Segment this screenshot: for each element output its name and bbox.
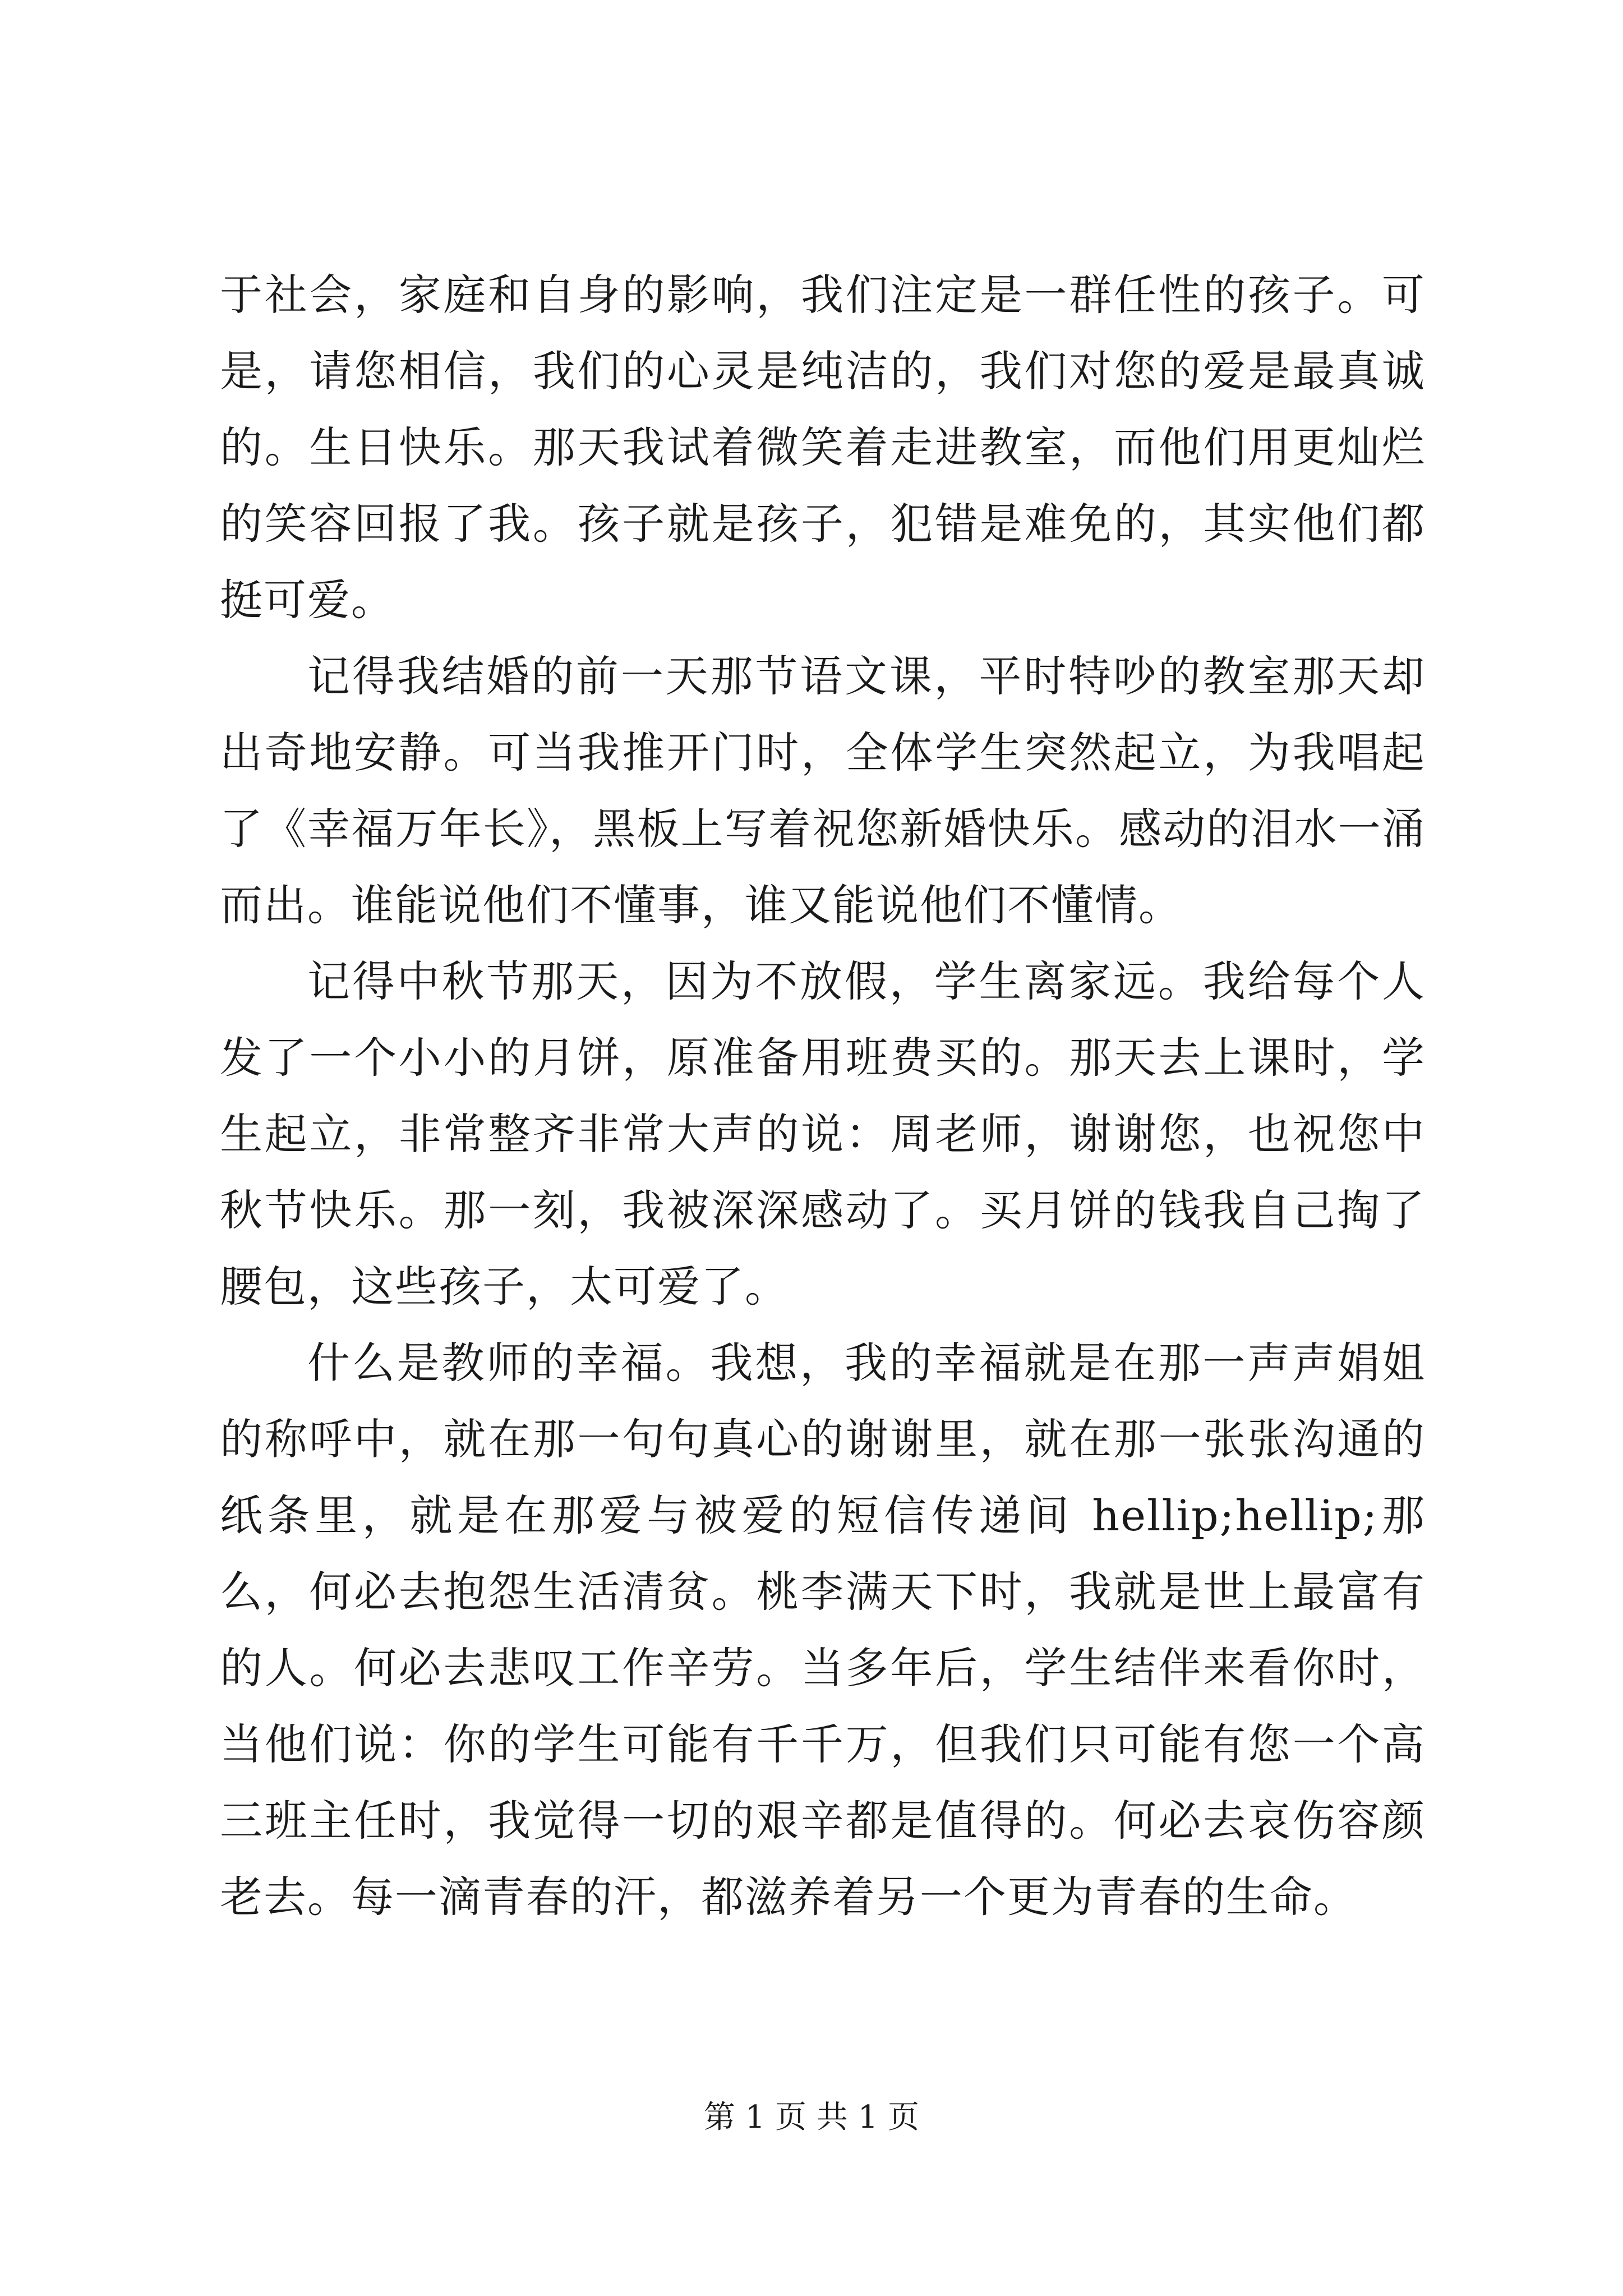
paragraph-2: 记得我结婚的前一天那节语文课，平时特吵的教室那天却出奇地安静。可当我推开门时，全体学生突然起立，为我唱起了《幸福万年长》，黑板上写着祝您新婚快乐。感动的泪水一涌而出。谁能说他们不懂事，谁又能说他们不懂情。 (220, 651, 1426, 930)
paragraph-3: 记得中秋节那天，因为不放假，学生离家远。我给每个人发了一个小小的月饼，原准备用班费买的。那天去上课时，学生起立，非常整齐非常大声的说：周老师，谢谢您，也祝您中秋节快乐。那一刻，我被深深感动了。买月饼的钱我自己掏了腰包，这些孩子，太可爱了。 (220, 956, 1426, 1312)
document-body (220, 257, 1426, 1935)
page-number-footer: 第 1 页 共 1 页 (703, 2099, 920, 2136)
paragraph-4: 什么是教师的幸福。我想，我的幸福就是在那一声声娟姐的称呼中，就在那一句句真心的谢谢里，就在那一张张沟通的纸条里，就是在那爱与被爱的短信传递间 hellip;hellip;那么，何必去抱怨生活清贫。桃李满天下时，我就是世上最富有的人。何必去悲叹工作辛劳。当多年后，学生结伴来看你时，当他们说：你的学生可能有千千万，但我们只可能有您一个高三班主任时，我觉得一切的艰辛都是值得的。何必去哀伤容颜老去。每一滴青春的汗，都滋养着另一个更为青春的生命。 (220, 1338, 1426, 1922)
paragraph-1: 于社会，家庭和自身的影响，我们注定是一群任性的孩子。可是，请您相信，我们的心灵是纯洁的，我们对您的爱是最真诚的。生日快乐。那天我试着微笑着走进教室，而他们用更灿烂的笑容回报了我。孩子就是孩子，犯错是难免的，其实他们都挺可爱。 (220, 270, 1426, 625)
